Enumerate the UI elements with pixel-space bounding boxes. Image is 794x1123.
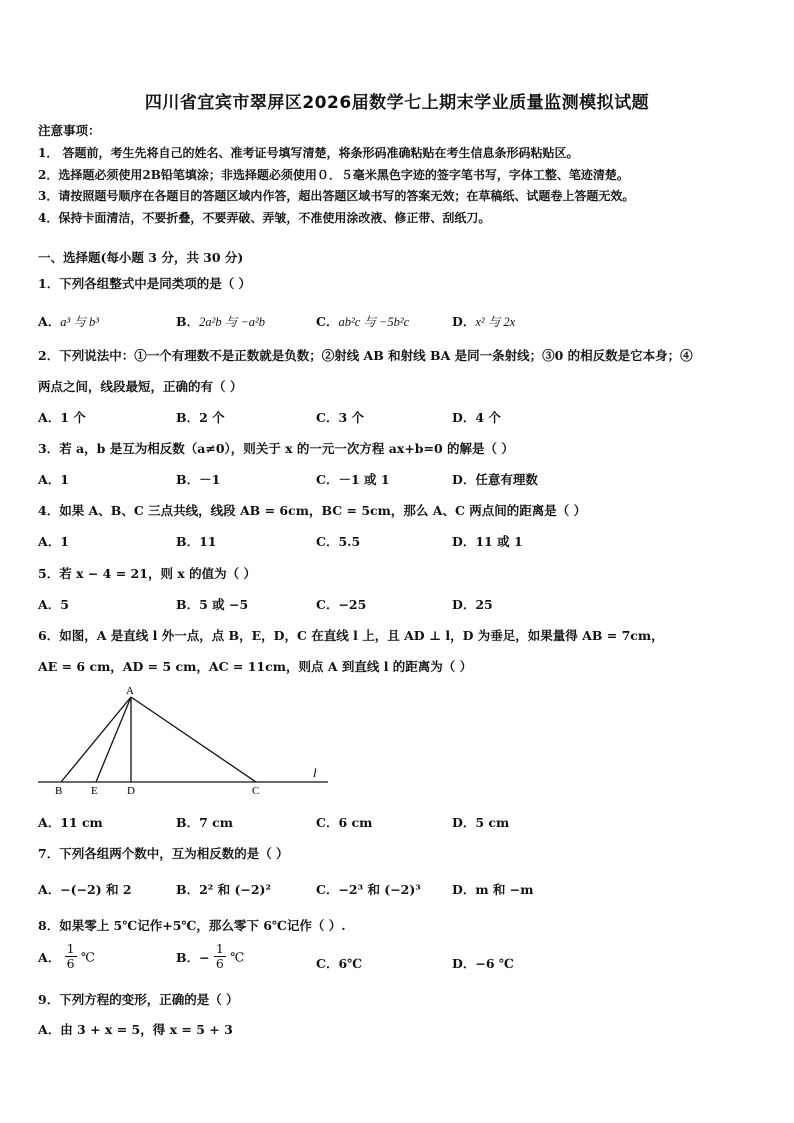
fraction: $\frac{1}{6}$ xyxy=(66,941,75,972)
question-2-option-a: A．1 个 xyxy=(38,410,86,425)
question-2-option-b: B．2 个 xyxy=(176,410,225,425)
question-4-option-c: C．5.5 xyxy=(316,534,361,549)
point-d-label: D xyxy=(127,785,135,797)
question-7-option-c: C．−2³ 和 (−2)³ xyxy=(316,882,421,897)
question-3-option-b: B．－1 xyxy=(176,472,221,487)
note-item: 4．保持卡面清洁，不要折叠，不要弄破、弄皱，不准使用涂改液、修正带、刮纸刀。 xyxy=(38,211,491,225)
question-3-stem: 3．若 a，b 是互为相反数（a≠0），则关于 x 的一元一次方程 ax+b=0 的解是（ ） xyxy=(38,441,514,456)
question-5-option-b: B．5 或 −5 xyxy=(176,597,249,612)
question-6-stem-line1: 6．如图，A 是直线 l 外一点，点 B，E，D，C 在直线 l 上，且 AD ⊥ l，D 为垂足，如果量得 AB = 7cm， xyxy=(38,628,664,643)
point-a-label: A xyxy=(126,685,134,697)
segment-ac xyxy=(131,697,256,782)
question-6-option-d: D．5 cm xyxy=(452,815,510,830)
question-2-stem-line2: 两点之间，线段最短，正确的有（ ） xyxy=(38,379,243,394)
question-4-option-d: D．11 或 1 xyxy=(452,534,523,549)
question-6-option-a: A．11 cm xyxy=(38,815,103,830)
question-7-option-d: D．m 和 −m xyxy=(452,882,534,897)
question-5-option-c: C．−25 xyxy=(316,597,367,612)
question-5-option-a: A．5 xyxy=(38,597,69,612)
point-e-label: E xyxy=(91,785,98,797)
question-1-option-d: D．x² 与 2x xyxy=(452,314,516,329)
question-2-option-d: D．4 个 xyxy=(452,410,501,425)
question-1-option-a: A．a³ 与 b³ xyxy=(38,314,99,329)
question-4-stem: 4．如果 A、B、C 三点共线，线段 AB = 6cm，BC = 5cm，那么 A、C 两点间的距离是（ ） xyxy=(38,503,587,518)
question-1-option-c: C．ab²c 与 −5b²c xyxy=(316,314,410,329)
question-5-stem: 5．若 x − 4 = 21，则 x 的值为（ ） xyxy=(38,566,256,581)
question-4-option-b: B．11 xyxy=(176,534,217,549)
line-l-label: l xyxy=(313,765,317,780)
question-9-option-a: A．由 3 + x = 5，得 x = 5 + 3 xyxy=(38,1022,233,1037)
notes-heading: 注意事项： xyxy=(38,123,101,138)
segment-ab xyxy=(61,697,131,782)
point-b-label: B xyxy=(55,785,63,797)
question-8-option-c: C．6℃ xyxy=(316,956,363,971)
point-c-label: C xyxy=(252,785,260,797)
question-3-option-d: D．任意有理数 xyxy=(452,472,538,487)
question-7-stem: 7．下列各组两个数中，互为相反数的是（ ） xyxy=(38,846,289,861)
question-1-option-b: B．2a²b 与 −a²b xyxy=(176,314,266,329)
note-item: 2．选择题必须使用2B铅笔填涂；非选择题必须使用０．５毫米黑色字迹的签字笔书写，字体工整、笔迹清楚。 xyxy=(38,168,629,182)
page-title: 四川省宜宾市翠屏区2026届数学七上期末学业质量监测模拟试题 xyxy=(144,93,650,113)
question-1-stem: 1．下列各组整式中是同类项的是（ ） xyxy=(38,276,252,291)
question-7-option-b: B．2² 和 (−2)² xyxy=(176,882,271,897)
question-6-option-c: C．6 cm xyxy=(316,815,373,830)
question-6-figure xyxy=(30,680,340,800)
note-item: 3．请按照题号顺序在各题目的答题区域内作答，超出答题区域书写的答案无效；在草稿纸、试题卷上答题无效。 xyxy=(38,189,635,203)
question-3-option-a: A．1 xyxy=(38,472,69,487)
note-item: 1． 答题前，考生先将自己的姓名、准考证号填写清楚，将条形码准确粘贴在考生信息条形码粘贴区。 xyxy=(38,146,579,160)
question-8-option-a: A． $\frac{1}{6}$ ℃ xyxy=(38,941,95,972)
question-3-option-c: C．－1 或 1 xyxy=(316,472,390,487)
question-2-stem-line1: 2．下列说法中：①一个有理数不是正数就是负数；②射线 AB 和射线 BA 是同一条射线；③0 的相反数是它本身；④ xyxy=(38,348,693,363)
fraction: $\frac{1}{6}$ xyxy=(215,941,224,972)
question-4-option-a: A．1 xyxy=(38,534,69,549)
question-6-option-b: B．7 cm xyxy=(176,815,233,830)
question-9-stem: 9．下列方程的变形，正确的是（ ） xyxy=(38,992,239,1007)
question-8-option-b: B．− $\frac{1}{6}$ ℃ xyxy=(176,941,245,972)
question-5-option-d: D．25 xyxy=(452,597,493,612)
question-7-option-a: A．−(−2) 和 2 xyxy=(38,882,132,897)
question-6-stem-line2: AE = 6 cm，AD = 5 cm，AC = 11cm，则点 A 到直线 l 的距离为（ ） xyxy=(38,659,473,674)
question-2-option-c: C．3 个 xyxy=(316,410,364,425)
question-8-stem: 8．如果零上 5℃记作+5℃，那么零下 6℃记作（ ）. xyxy=(38,918,346,933)
question-8-option-d: D．−6 ℃ xyxy=(452,956,514,971)
segment-ae xyxy=(96,697,131,782)
section-heading: 一、选择题(每小题 3 分，共 30 分) xyxy=(38,250,244,265)
